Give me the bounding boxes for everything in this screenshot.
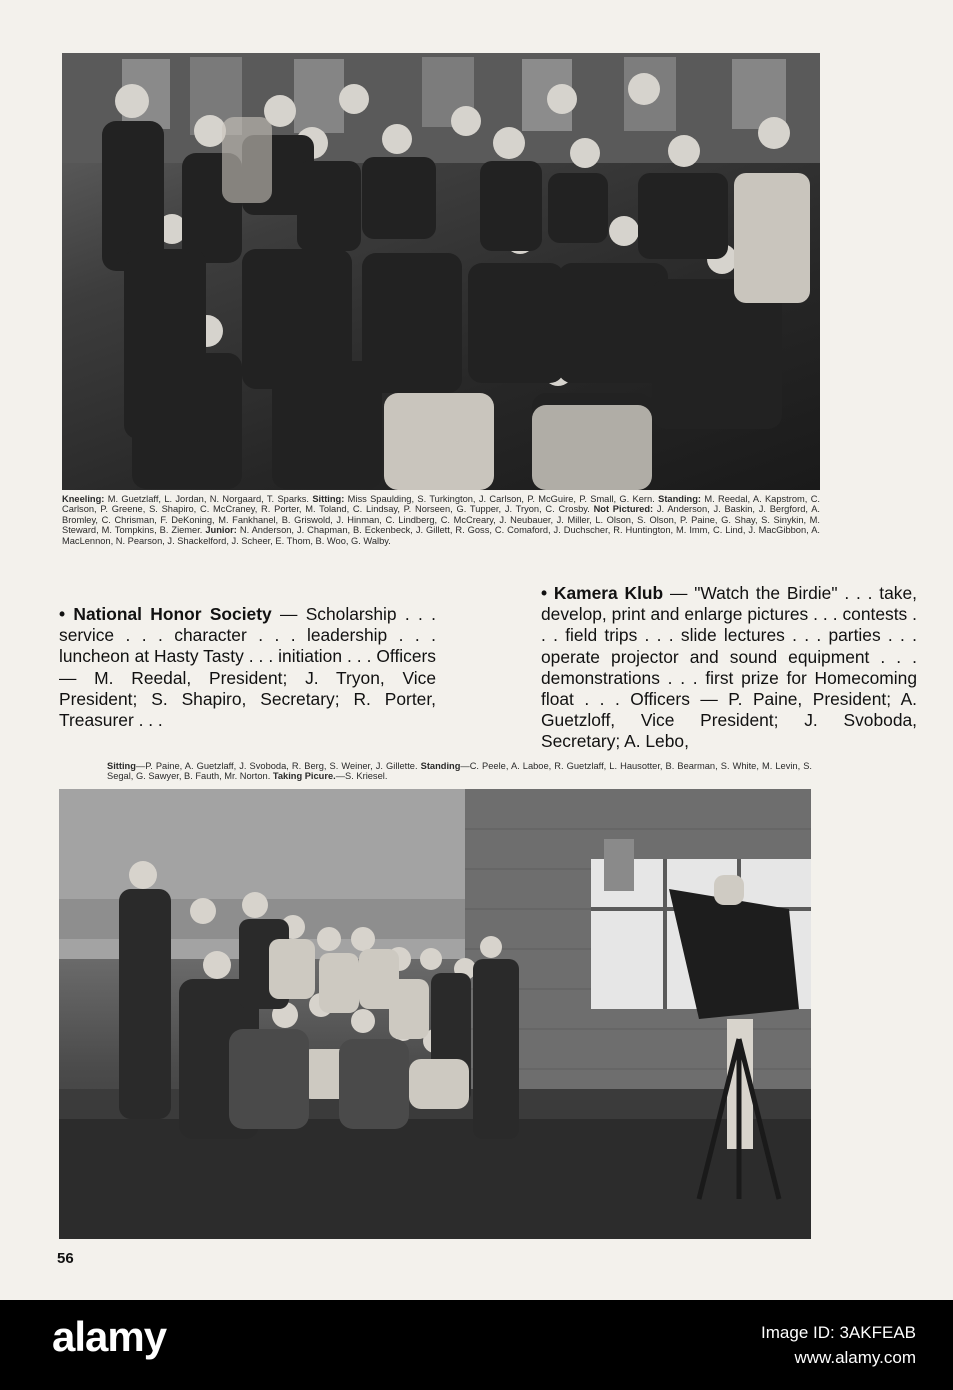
not-pictured-label: Not Pictured: (593, 504, 654, 515)
stock-watermark-bar (0, 1300, 953, 1390)
kamera-klub-body: — "Watch the Birdie" . . . take, develop, print and enlarge pictures . . . contests . . . field trips . . . slide lectures . . . parties . . . operate projector and sound equipment . . . demonstrations . . . first prize for Homecoming float . . . Officers — P. Paine, President; A. Guetzloff, Vice President; J. Svoboda, Secretary; A. Lebo, (541, 583, 917, 752)
kk-sitting-names: —P. Paine, A. Guetzlaff, J. Svoboda, R. Berg, S. Weiner, J. Gillette. (135, 761, 421, 771)
nhs-body: — Scholarship . . . service . . . character . . . leadership . . . luncheon at Hasty Tasty . . . initiation . . . Officers — M. Reedal, President; J. Tryon, Vice President; S. Shapiro, Secretary; R. Porter, Treasurer . . . (59, 604, 436, 731)
standing-label: Standing: (658, 494, 701, 504)
sitting-label: Sitting: (312, 494, 345, 504)
honor-society-caption (62, 494, 820, 546)
kneeling-names: M. Guetzlaff, L. Jordan, N. Norgaard, T. Sparks. (104, 494, 313, 504)
honor-society-photo-art (62, 53, 820, 490)
standing-names: M. Reedal, A. Kapstrom, C. Carlson, P. Greene, S. Shapiro, C. McCraney, R. Porter, M. Toland, C. Lindsay, P. Norseen, G. Tupper, J. Tryon, C. Crosby. (62, 494, 820, 515)
image-id-label: Image ID: 3AKFEAB (761, 1323, 916, 1342)
alamy-logo: alamy (52, 1313, 167, 1360)
kk-standing-label: Standing (420, 761, 461, 771)
kamera-klub-caption (107, 761, 812, 782)
honor-society-group-photo (62, 53, 820, 490)
junior-label: Junior: (205, 525, 237, 536)
sitting-names: Miss Spaulding, S. Turkington, J. Carlson, P. McGuire, P. Small, G. Kern. (344, 494, 659, 504)
kk-taking-picture-name: —S. Kriesel. (335, 771, 388, 782)
nhs-title: • National Honor Society (59, 604, 272, 624)
kk-taking-picture-label: Taking Picure. (272, 771, 336, 782)
junior-names: N. Anderson, J. Chapman, B. Eckenbeck, J. Gillett, R. Goss, C. Comaford, J. Duchscher, R. Huntington, M. Imm, C. Lind, J. MacGibbon, A. MacLennon, N. Pearson, J. Shackelford, J. Scheer, E. Thom, B. Woo, G. Walby. (62, 525, 820, 546)
not-pictured-names: J. Anderson, J. Baskin, J. Bergford, A. Bromley, C. Chrisman, F. DeKoning, M. Fankhanel, B. Griswold, J. Hinman, C. Lindberg, C. McCreary, J. Neubauer, J. Miller, L. Olson, S. Olson, P. Paine, G. Shay, S. Sinykin, M. Steward, M. Tompkins, B. Ziemer. (62, 504, 820, 536)
national-honor-society-article (59, 604, 436, 731)
kk-standing-names: —C. Peele, A. Laboe, R. Guetzlaff, L. Hausotter, B. Bearman, S. White, M. Levin, S. Segal, G. Sawyer, B. Fauth, Mr. Norton. (107, 761, 813, 782)
kamera-klub-photo-art (59, 789, 811, 1239)
kamera-klub-title: • Kamera Klub (541, 583, 664, 603)
page-number: 56 (57, 1250, 74, 1267)
kamera-klub-group-photo (59, 789, 811, 1239)
kamera-klub-article (541, 583, 917, 753)
kk-sitting-label: Sitting (107, 761, 136, 771)
site-url-label: www.alamy.com (794, 1348, 916, 1367)
kneeling-label: Kneeling: (62, 494, 105, 504)
